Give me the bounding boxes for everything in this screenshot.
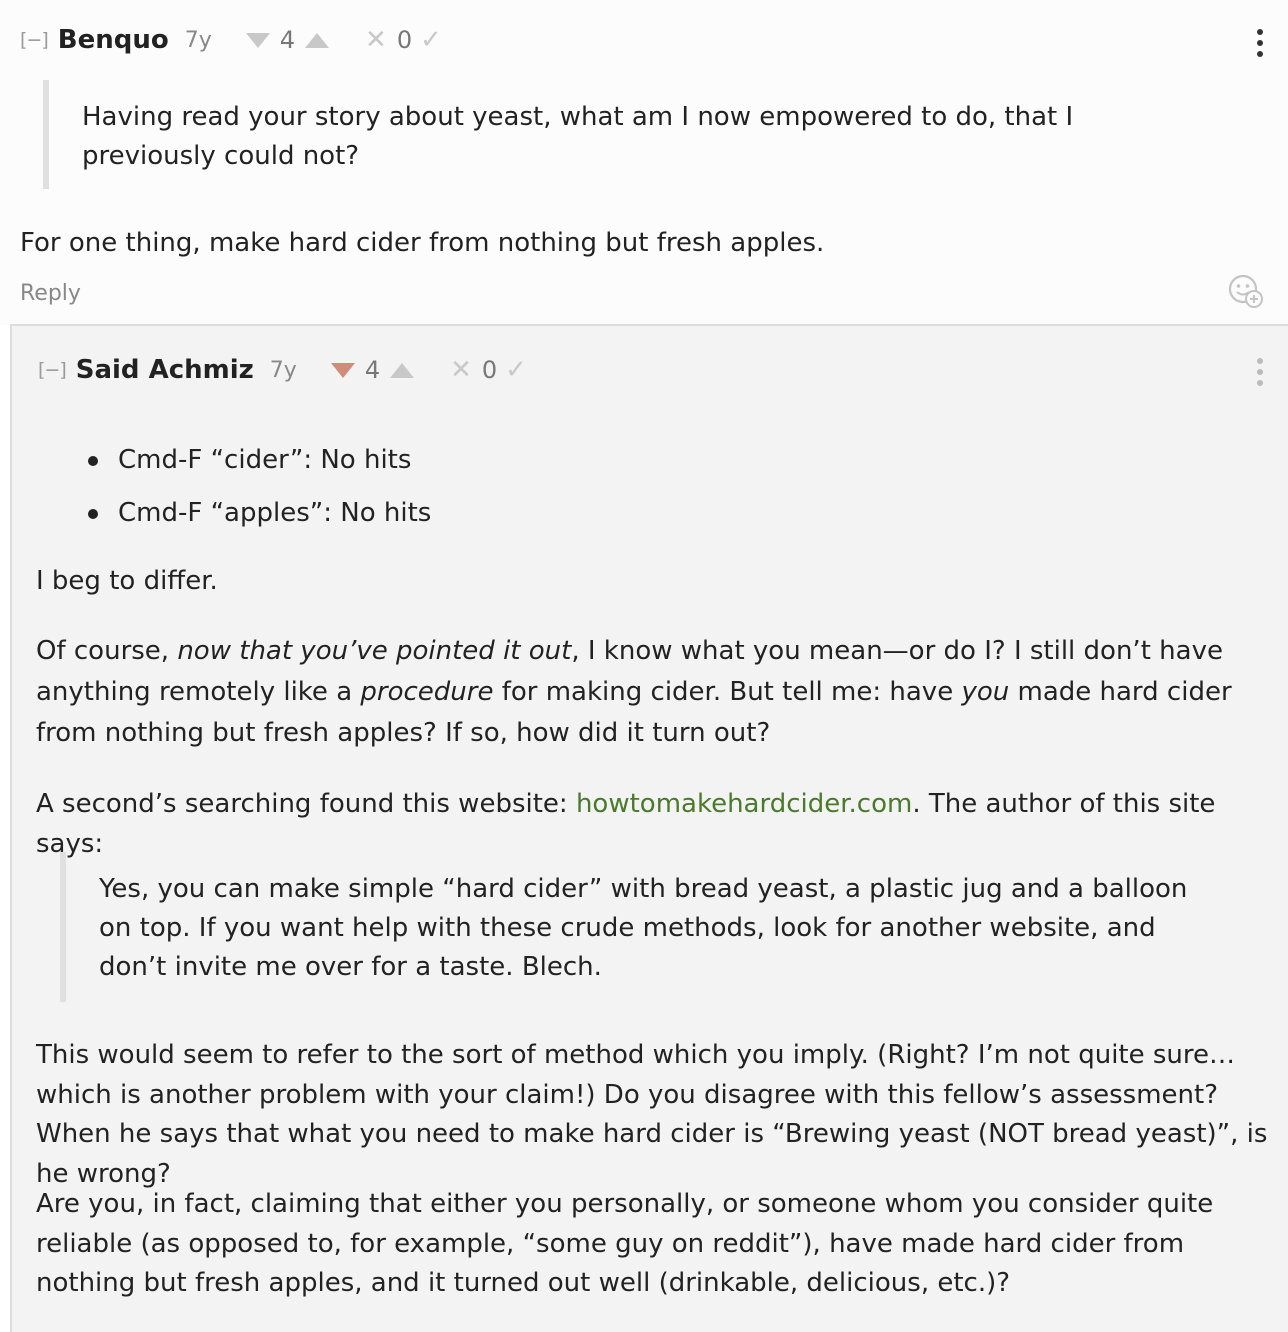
comment-age[interactable]: 7y — [269, 357, 297, 383]
karma-score: 4 — [364, 356, 381, 384]
downvote-icon[interactable] — [246, 33, 270, 48]
quote-block — [60, 852, 1210, 1002]
karma-vote — [246, 26, 329, 54]
comment-age[interactable]: 7y — [184, 27, 212, 53]
quote-text: Having read your story about yeast, what am I now empowered to do, that I previously could not? — [82, 102, 1074, 171]
comment-meta — [38, 350, 527, 390]
quote-block — [43, 80, 1173, 189]
child-comment — [10, 324, 1288, 1332]
bullet-list — [88, 440, 431, 546]
list-item: Cmd-F “cider”: No hits — [88, 440, 431, 480]
karma-score: 4 — [279, 26, 296, 54]
paragraph: I beg to differ. — [36, 566, 218, 596]
paragraph: This would seem to refer to the sort of method which you imply. (Right? I’m not quite sure… which is another problem with your claim!) Do you disagree with this fellow’s assessment? When he says that what you need to make hard cider is “Brewing yeast (NOT bread yeast)”, is he wrong? — [36, 1040, 1268, 1189]
reply-button[interactable]: Reply — [20, 281, 81, 306]
downvote-icon[interactable] — [331, 363, 355, 378]
agreement-score: 0 — [481, 356, 498, 384]
paragraph: Of course, now that you’ve pointed it out, I know what you mean—or do I? I still don’t have anything remotely like a procedure for making cider. But tell me: have you made hard cider from nothing but fresh apples? If so, how did it turn out? — [36, 636, 1232, 748]
upvote-icon[interactable] — [305, 33, 329, 48]
disagree-icon[interactable]: ✕ — [450, 355, 472, 385]
quote-text: Yes, you can make simple “hard cider” with bread yeast, a plastic jug and a balloon on top. If you want help with these crude methods, look for another website, and don’t invite me over for a taste. Blech. — [99, 874, 1188, 982]
list-item: Cmd-F “apples”: No hits — [88, 493, 431, 533]
agree-icon[interactable]: ✓ — [420, 25, 442, 55]
more-options-icon[interactable] — [1257, 29, 1263, 57]
comment-meta — [20, 20, 442, 60]
author-name[interactable]: Said Achmiz — [75, 355, 254, 385]
upvote-icon[interactable] — [390, 363, 414, 378]
add-reaction-icon[interactable] — [1227, 273, 1265, 309]
paragraph: Are you, in fact, claiming that either you personally, or someone whom you consider quite reliable (as opposed to, for example, “some guy on reddit”), have made hard cider from nothing but fresh apples, and it turned out well (drinkable, delicious, etc.)? — [36, 1189, 1214, 1298]
parent-comment — [0, 0, 1288, 325]
collapse-toggle[interactable]: [−] — [20, 29, 48, 51]
comment-body: For one thing, make hard cider from nothing but fresh apples. — [20, 228, 825, 258]
agreement-score: 0 — [396, 26, 413, 54]
agreement-vote — [329, 25, 442, 55]
agree-icon[interactable]: ✓ — [505, 355, 527, 385]
karma-vote — [331, 356, 414, 384]
collapse-toggle[interactable]: [−] — [38, 359, 66, 381]
author-name[interactable]: Benquo — [57, 25, 169, 55]
paragraph: A second’s searching found this website: howtomakehardcider.com. The author of this site says: — [36, 789, 1216, 859]
more-options-icon[interactable] — [1257, 358, 1263, 386]
agreement-vote — [414, 355, 527, 385]
disagree-icon[interactable]: ✕ — [365, 25, 387, 55]
external-link[interactable]: howtomakehardcider.com — [575, 789, 913, 819]
